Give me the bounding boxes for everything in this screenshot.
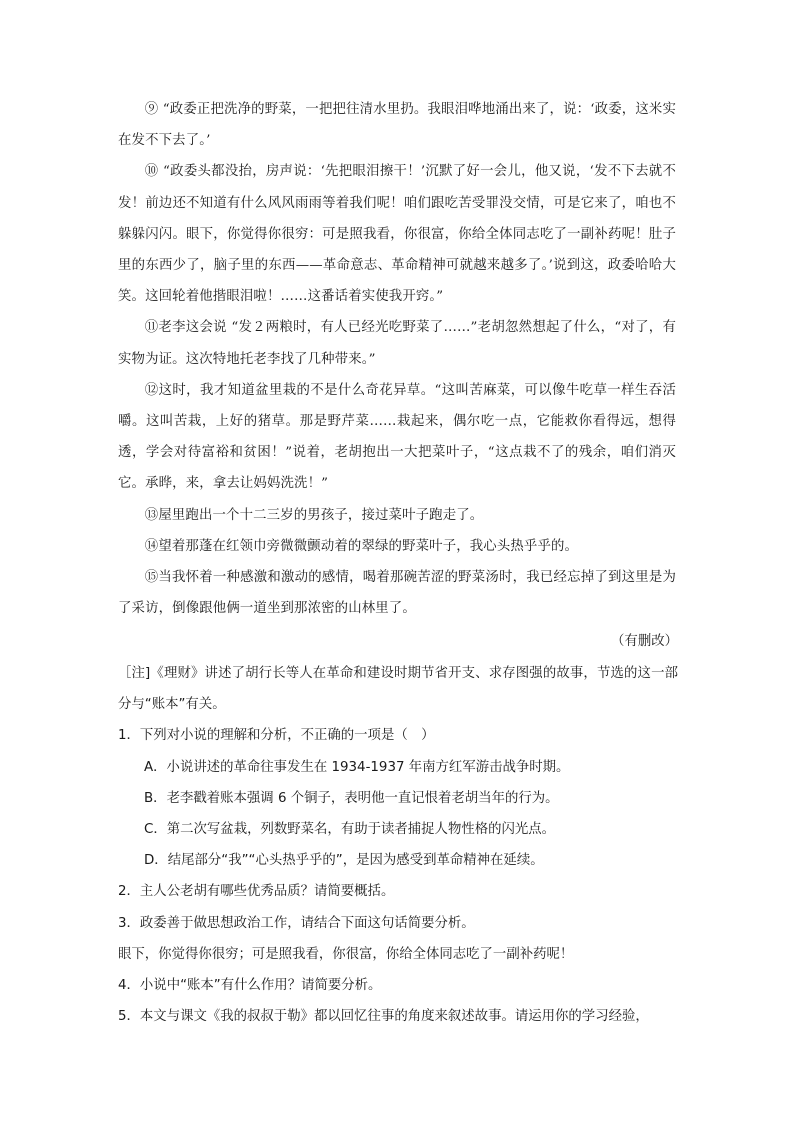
story-passage bbox=[118, 94, 676, 624]
question-1: 1．下列对小说的理解和分析，不正确的一项是（ ） bbox=[118, 728, 435, 744]
paragraph-13: ⑬屋里跑出一个十二三岁的男孩子，接过菜叶子跑走了。 bbox=[144, 507, 484, 523]
question-1-option-b: B．老李戳着账本强调 6 个铜子，表明他一直记恨着老胡当年的行为。 bbox=[144, 790, 559, 806]
question-2: 2．主人公老胡有哪些优秀品质？请简要概括。 bbox=[118, 884, 395, 900]
question-3-quote: 眼下，你觉得你很穷；可是照我看，你很富，你给全体同志吃了一副补药呢！ bbox=[118, 946, 574, 962]
question-3: 3．政委善于做思想政治工作，请结合下面这句话简要分析。 bbox=[118, 915, 475, 931]
question-1-option-a: A．小说讲述的革命往事发生在 1934-1937 年南方红军游击战争时期。 bbox=[144, 759, 570, 775]
edit-credit: （有删改） bbox=[611, 634, 678, 649]
paragraph-12: ⑫这时，我才知道盆里栽的不是什么奇花异草。“这叫苦麻菜，可以像牛吃草一样生吞活嚼。这叫苦栽，上好的猪草。那是野芹菜……栽起来，偶尔吃一点，它能救你看得远，想得透，学会对待富裕和贫困！”说着，老胡抱出一大把菜叶子，“这点栽不了的残余，咱们消灭它。承晔，来，拿去让妈妈洗洗！” bbox=[118, 382, 676, 492]
question-section bbox=[118, 658, 678, 1032]
paragraph-10: ⑩ “政委头都没抬，房声说：‘先把眼泪擦干！’沉默了好一会儿，他又说，‘发不下去就不发！前边还不知道有什么风风雨雨等着我们呢！咱们跟吃苦受罪没交情，可是它来了，咱也不躲躲闪闪。眼下，你觉得你很穷：可是照我看，你很富，你给全体同志吃了一副补药呢！肚子里的东西少了，脑子里的东西——革命意志、革命精神可就越来越多了。’说到这，政委哈哈大笑。这回轮着他揩眼泪啦！……这番话着实使我开窍。” bbox=[118, 164, 676, 305]
question-4: 4．小说中“账本”有什么作用？请简要分析。 bbox=[118, 978, 382, 994]
paragraph-11: ⑪老李这会说 “发２两粮时，有人已经光吃野菜了……”老胡忽然想起了什么，“对了，有实物为证。这次特地托老李找了几种带来。” bbox=[118, 320, 676, 367]
question-1-option-c: C．第二次写盆栽，列数野菜名，有助于读者捕捉人物性格的闪光点。 bbox=[144, 822, 556, 838]
question-1-option-d: D．结尾部分“我”“心头热乎乎的”，是因为感受到革命精神在延续。 bbox=[144, 853, 544, 869]
paragraph-14: ⑭望着那蓬在红领巾旁微微颤动着的翠绿的野菜叶子，我心头热乎乎的。 bbox=[144, 538, 579, 554]
paragraph-9: ⑨ “政委正把洗净的野菜，一把把往清水里扔。我眼泪哗地涌出来了，说：‘政委，这米实在发不下去了。’ bbox=[118, 102, 676, 149]
paragraph-15: ⑮当我怀着一种感激和激动的感情，喝着那碗苦涩的野菜汤时，我已经忘掉了到这里是为了采访，倒像跟他俩一道坐到那浓密的山林里了。 bbox=[118, 570, 676, 617]
question-5: 5．本文与课文《我的叔叔于勒》都以回忆往事的角度来叙述故事。请运用你的学习经验， bbox=[118, 1009, 649, 1025]
source-note: ［注]《理财》讲述了胡行长等人在革命和建设时期节省开支、求存图强的故事，节选的这一部分与“账本”有关。 bbox=[118, 666, 678, 713]
